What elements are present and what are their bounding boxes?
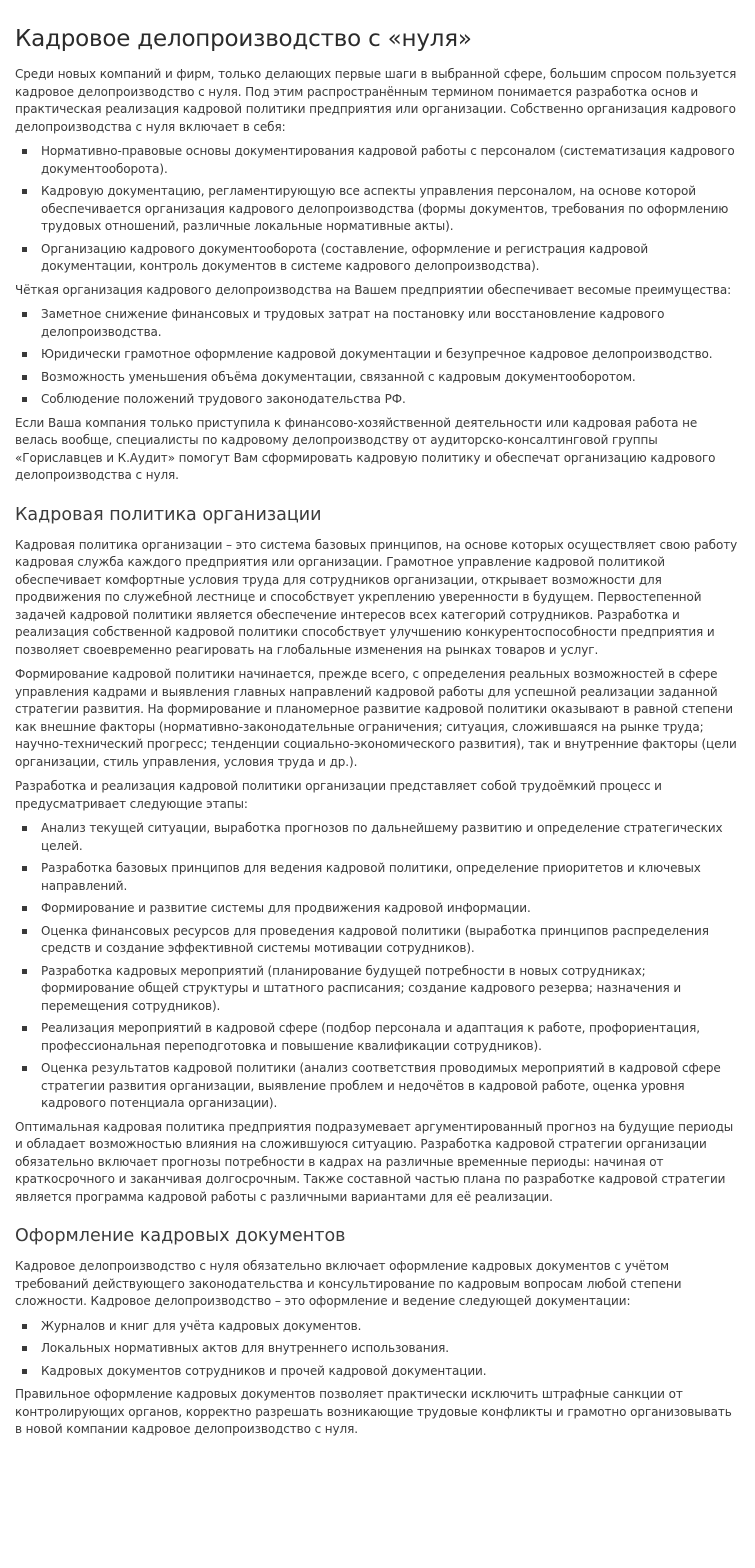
- list-item: Локальных нормативных актов для внутреннего использования.: [41, 1340, 741, 1358]
- list-item: Реализация мероприятий в кадровой сфере (подбор персонала и адаптация к работе, профориентация, профессиональная переподготовка и повышение квалификации сотрудников).: [41, 1020, 741, 1055]
- list-item: Соблюдение положений трудового законодательства РФ.: [41, 391, 741, 409]
- paragraph: Правильное оформление кадровых документов позволяет практически исключить штрафные санкции от контролирующих органов, корректно разрешать возникающие трудовые конфликты и грамотно организовывать в новой компании кадровое делопроизводство с нуля.: [15, 1387, 732, 1436]
- list-item: Кадровых документов сотрудников и прочей кадровой документации.: [41, 1363, 741, 1381]
- paragraph: Чёткая организация кадрового делопроизводства на Вашем предприятии обеспечивает весомые преимущества:: [15, 282, 732, 297]
- list-item: Юридически грамотное оформление кадровой документации и безупречное кадровое делопроизводство.: [41, 346, 741, 364]
- paragraph: Оптимальная кадровая политика предприятия подразумевает аргументированный прогноз на будущие периоды и обладает возможностью влияния на сложившуюся ситуацию. Разработка кадровой стратегии организации обязательно включает прогнозы потребности в кадрах на различные временные периоды: начиная от краткосрочного и заканчивая долгосрочным. Также составной частью плана по разработке кадровой стратегии является программа кадровой работы с различными вариантами для её реализации.: [15, 1119, 734, 1204]
- list-item: Журналов и книг для учёта кадровых документов.: [41, 1318, 741, 1336]
- list-item: Оценка финансовых ресурсов для проведения кадровой политики (выработка принципов распределения средств и создание эффективной системы мотивации сотрудников).: [41, 923, 741, 958]
- list-item: Нормативно-правовые основы документирования кадровой работы с персоналом (систематизация кадрового документооборота).: [41, 143, 741, 178]
- list-item: Формирование и развитие системы для продвижения кадровой информации.: [41, 900, 741, 918]
- list-item: Разработка базовых принципов для ведения кадровой политики, определение приоритетов и ключевых направлений.: [41, 860, 741, 895]
- section-heading: Кадровая политика организации: [15, 504, 322, 525]
- list-item: Анализ текущей ситуации, выработка прогнозов по дальнейшему развитию и определение стратегических целей.: [41, 820, 741, 855]
- list-item: Заметное снижение финансовых и трудовых затрат на постановку или восстановление кадрового делопроизводства.: [41, 306, 741, 341]
- bullet-list: [15, 820, 741, 1113]
- list-item: Организацию кадрового документооборота (составление, оформление и регистрация кадровой документации, контроль документов в системе кадрового делопроизводства).: [41, 241, 741, 276]
- bullet-list: [15, 306, 741, 409]
- list-item: Возможность уменьшения объёма документации, связанной с кадровым документооборотом.: [41, 369, 741, 387]
- paragraph: Среди новых компаний и фирм, только делающих первые шаги в выбранной сфере, большим спросом пользуется кадровое делопроизводство с нуля. Под этим распространённым термином понимается разработка основ и практическая реализация кадровой политики предприятия или организации. Собственно организация кадрового делопроизводства с нуля включает в себя:: [15, 67, 737, 134]
- bullet-list: [15, 143, 741, 276]
- page-title: Кадровое делопроизводство с «нуля»: [15, 26, 472, 52]
- paragraph: Разработка и реализация кадровой политики организации представляет собой трудоёмкий процесс и предусматривает следующие этапы:: [15, 779, 662, 811]
- list-item: Оценка результатов кадровой политики (анализ соответствия проводимых мероприятий в кадровой сфере стратегии развития организации, выявление проблем и недочётов в кадровой работе, оценка уровня кадрового потенциала организации).: [41, 1060, 741, 1113]
- paragraph: Формирование кадровой политики начинается, прежде всего, с определения реальных возможностей в сфере управления кадрами и выявления главных направлений кадровой работы для успешной реализации заданной стратегии развития. На формирование и планомерное развитие кадровой политики оказывают в равной степени как внешние факторы (нормативно-законодательные ограничения; ситуация, сложившаяся на рынке труда; научно-технический прогресс; тенденции социально-экономического развития), так и внутренние факторы (цели организации, стиль управления, условия труда и др.).: [15, 667, 737, 769]
- section-heading: Оформление кадровых документов: [15, 1226, 346, 1246]
- list-item: Кадровую документацию, регламентирующую все аспекты управления персоналом, на основе которой обеспечивается организация кадрового делопроизводства (формы документов, требования по оформлению трудовых отношений, различные локальные нормативные акты).: [41, 183, 741, 236]
- bullet-list: [15, 1318, 741, 1381]
- paragraph: Кадровое делопроизводство с нуля обязательно включает оформление кадровых документов с учётом требований действующего законодательства и консультирование по кадровым вопросам любой степени сложности. Кадровое делопроизводство – это оформление и ведение следующей документации:: [15, 1259, 682, 1308]
- list-item: Разработка кадровых мероприятий (планирование будущей потребности в новых сотрудниках; формирование общей структуры и штатного расписания; создание кадрового резерва; назначения и перемещения сотрудников).: [41, 963, 741, 1016]
- paragraph: Если Ваша компания только приступила к финансово-хозяйственной деятельности или кадровая работа не велась вообще, специалисты по кадровому делопроизводству от аудиторско-консалтинговой группы «Гориславцев и К.Аудит» помогут Вам сформировать кадровую политику и обеспечат организацию кадрового делопроизводства с нуля.: [15, 415, 716, 482]
- paragraph: Кадровая политика организации – это система базовых принципов, на основе которых осуществляет свою работу кадровая служба каждого предприятия или организации. Грамотное управление кадровой политикой обеспечивает комфортные условия труда для сотрудников организации, открывает возможности для продвижения по служебной лестнице и способствует укреплению уверенности в будущем. Первостепенной задачей кадровой политики является обеспечение интересов всех категорий сотрудников. Разработка и реализация собственной кадровой политики способствует улучшению конкурентоспособности предприятия и позволяет своевременно реагировать на глобальные изменения на рынках товаров и услуг.: [15, 537, 738, 657]
